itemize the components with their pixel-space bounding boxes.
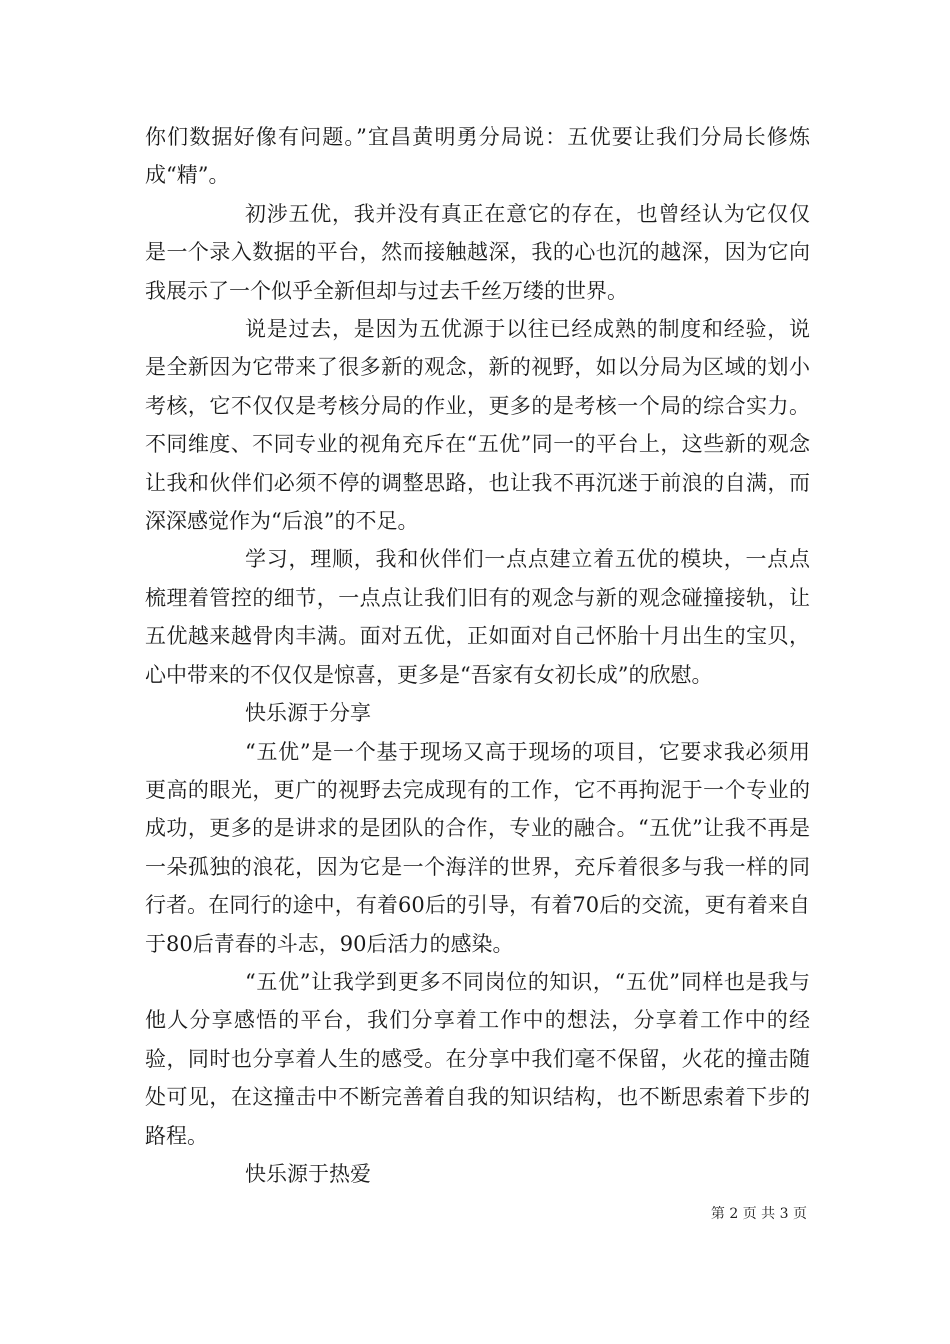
section-heading-sharing: 快乐源于分享 xyxy=(245,701,371,726)
section-heading-love: 快乐源于热爱 xyxy=(245,1161,371,1186)
paragraph-1: 你们数据好像有问题。”宜昌黄明勇分局说：五优要让我们分局长修炼成“精”。 xyxy=(145,125,810,188)
paragraph-4: 学习，理顺，我和伙伴们一点点建立着五优的模块，一点点梳理着管控的细节，一点点让我们旧有的观念与新的观念碰撞接轨，让五优越来越骨肉丰满。面对五优，正如面对自己怀胎十月出生的宝贝，心中带来的不仅仅是惊喜，更多是“吾家有女初长成”的欣慰。 xyxy=(145,547,810,687)
paragraph-5: “五优”是一个基于现场又高于现场的项目，它要求我必须用更高的眼光，更广的视野去完成现有的工作，它不再拘泥于一个专业的成功，更多的是讲求的是团队的合作，专业的融合。“五优”让我不再是一朵孤独的浪花，因为它是一个海洋的世界，充斥着很多与我一样的同行者。在同行的途中，有着60后的引导，有着70后的交流，更有着来自于80后青春的斗志，90后活力的感染。 xyxy=(145,739,810,956)
document-body xyxy=(145,118,810,1193)
paragraph-3: 说是过去，是因为五优源于以往已经成熟的制度和经验，说是全新因为它带来了很多新的观念，新的视野，如以分局为区域的划小考核，它不仅仅是考核分局的作业，更多的是考核一个局的综合实力。不同维度、不同专业的视角充斥在“五优”同一的平台上，这些新的观念让我和伙伴们必须不停的调整思路，也让我不再沉迷于前浪的自满，而深深感觉作为“后浪”的不足。 xyxy=(145,317,810,534)
paragraph-6: “五优”让我学到更多不同岗位的知识，“五优”同样也是我与他人分享感悟的平台，我们分享着工作中的想法，分享着工作中的经验，同时也分享着人生的感受。在分享中我们毫不保留，火花的撞击随处可见，在这撞击中不断完善着自我的知识结构，也不断思索着下步的路程。 xyxy=(145,969,810,1148)
page-number-footer: 第 2 页 共 3 页 xyxy=(710,1206,807,1222)
paragraph-2: 初涉五优，我并没有真正在意它的存在，也曾经认为它仅仅是一个录入数据的平台，然而接触越深，我的心也沉的越深，因为它向我展示了一个似乎全新但却与过去千丝万缕的世界。 xyxy=(145,201,810,303)
